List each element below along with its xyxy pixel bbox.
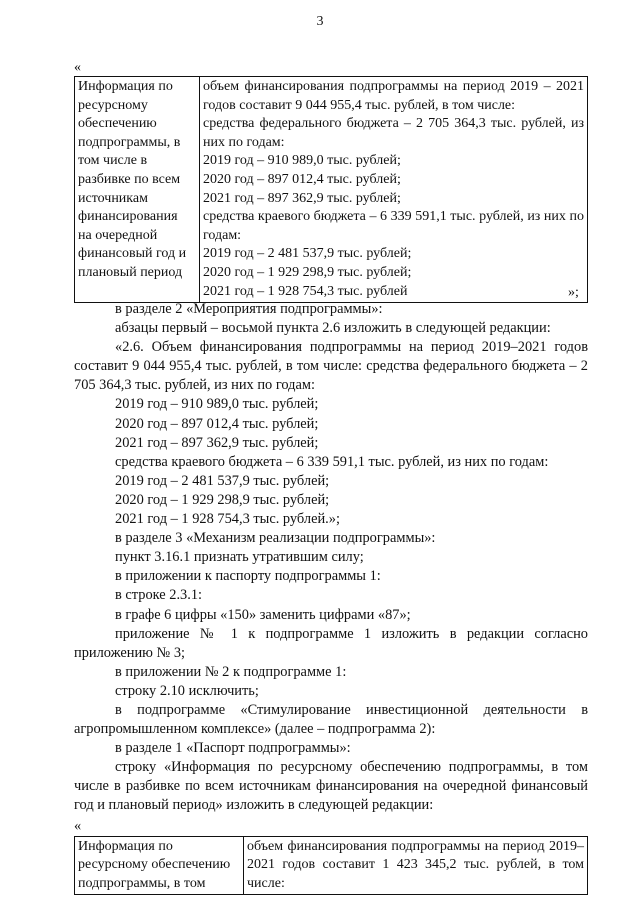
table1-line: объем финансирования подпрограммы на период 2019 – 2021 годов составит 9 044 955,4 тыс. рублей, в том числе: [203, 79, 584, 113]
paragraph: в строке 2.3.1: [115, 587, 203, 604]
paragraph: 2020 год – 1 929 298,9 тыс. рублей; [115, 491, 330, 508]
resource-info-table-2 [74, 836, 588, 896]
table1-line: 2021 год – 1 928 754,3 тыс. рублей [203, 283, 408, 299]
paragraph: в разделе 1 «Паспорт подпрограммы»: [115, 740, 351, 757]
document-body [74, 300, 588, 895]
page-number: 3 [316, 14, 324, 29]
paragraph: 2019 год – 910 989,0 тыс. рублей; [115, 396, 319, 413]
table1-line: средства краевого бюджета – 6 339 591,1 тыс. рублей, из них по годам: [203, 209, 584, 243]
table1-right-cell [200, 77, 588, 303]
table1-line: 2020 год – 897 012,4 тыс. рублей; [203, 171, 401, 187]
paragraph: 2021 год – 1 928 754,3 тыс. рублей.»; [115, 511, 340, 528]
paragraph: в разделе 2 «Мероприятия подпрограммы»: [115, 301, 383, 317]
paragraph: строку 2.10 исключить; [115, 682, 259, 699]
paragraph: средства краевого бюджета – 6 339 591,1 тыс. рублей, из них по годам: [115, 453, 549, 470]
paragraph: в приложении к паспорту подпрограммы 1: [115, 568, 381, 585]
paragraph: 2021 год – 897 362,9 тыс. рублей; [115, 434, 319, 451]
table1-line: 2019 год – 910 989,0 тыс. рублей; [203, 153, 401, 169]
table2-text: объем финансирования подпрограммы на период 2019–2021 годов составит 1 423 345,2 тыс. рублей, в том числе: [247, 838, 584, 891]
table1-line: средства федерального бюджета – 2 705 364,3 тыс. рублей, из них по годам: [203, 116, 584, 150]
resource-info-table-1 [74, 76, 588, 303]
table2-left-cell: Информация по ресурсному обеспечению подпрограммы, в том [75, 836, 244, 895]
paragraph: пункт 3.16.1 признать утратившим силу; [115, 549, 364, 566]
paragraph: приложение № 1 к подпрограмме 1 изложить в редакции согласно приложению № 3; [74, 625, 588, 661]
paragraph: 2019 год – 2 481 537,9 тыс. рублей; [115, 472, 330, 489]
table1-line: 2021 год – 897 362,9 тыс. рублей; [203, 190, 401, 206]
table1-left-cell: Информация по ресурсному обеспечению подпрограммы, в том числе в разбивке по всем источникам финансирования на очередной финансовый год и плановый период [75, 77, 200, 303]
open-quote-2: « [74, 817, 82, 834]
paragraph: в подпрограмме «Стимулирование инвестиционной деятельности в агропромышленном комплексе» (далее – подпрограмма 2): [74, 701, 588, 738]
paragraph: абзацы первый – восьмой пункта 2.6 изложить в следующей редакции: [115, 320, 551, 337]
paragraph: в приложении № 2 к подпрограмме 1: [115, 663, 347, 680]
paragraph: в графе 6 цифры «150» заменить цифрами «87»; [115, 606, 411, 623]
table2-right-cell [244, 836, 588, 895]
close-quote: »; [568, 285, 579, 300]
open-quote-1: « [74, 60, 81, 75]
table1-line: 2020 год – 1 929 298,9 тыс. рублей; [203, 264, 412, 280]
paragraph: строку «Информация по ресурсному обеспечению подпрограммы, в том числе в разбивке по всем источникам финансирования на очередной финансовый год и плановый период» изложить в следующей редакции: [74, 759, 588, 814]
paragraph: «2.6. Объем финансирования подпрограммы на период 2019–2021 годов составит 9 044 955,4 тыс. рублей, в том числе: средства федерального бюджета – 2 705 364,3 тыс. рублей, из них по годам: [74, 339, 588, 394]
paragraph: 2020 год – 897 012,4 тыс. рублей; [115, 415, 319, 432]
table1-line: 2019 год – 2 481 537,9 тыс. рублей; [203, 246, 412, 262]
paragraph: в разделе 3 «Механизм реализации подпрограммы»: [115, 530, 436, 547]
